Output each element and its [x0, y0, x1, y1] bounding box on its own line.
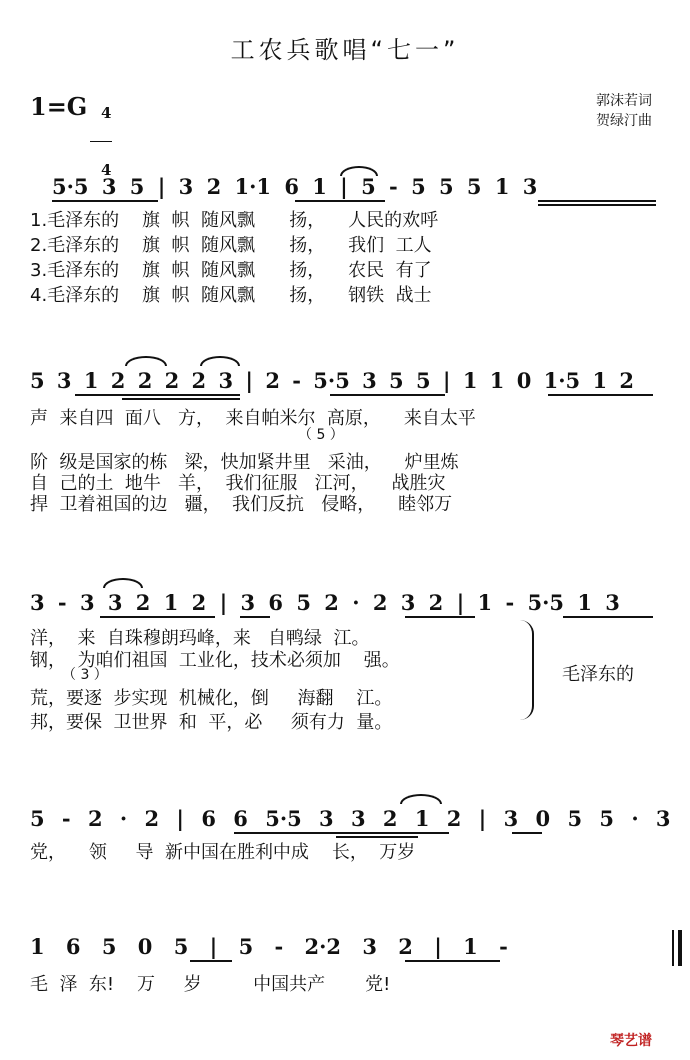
variant-note: （ 3 ） — [62, 667, 108, 683]
lyric-verse: 邦，要保 卫世界 和 平，必 须有力 量。 — [30, 712, 393, 733]
lyric-line: 毛 泽 东! 万 岁 中国共产 党! — [30, 974, 391, 995]
lyric-verse: 1.毛泽东的 旗 帜 随风飘 扬， 人民的欢呼 — [30, 210, 439, 231]
lyric-verse: 荒，要逐 步实现 机械化，倒 海翻 江。 — [30, 688, 393, 709]
lyric-line: 党， 领 导 新中国在胜利中成 长， 万岁 — [30, 842, 416, 863]
refrain-cue: 毛泽东的 — [562, 664, 634, 685]
watermark-logo: 琴艺谱 — [610, 1033, 652, 1049]
lyric-verse: 2.毛泽东的 旗 帜 随风飘 扬， 我们 工人 — [30, 235, 432, 256]
notation-line: 5·5 3 5 | 3 2 1·1 6 1 | 5 - 5 5 5 1 3 — [52, 174, 538, 199]
composer-credit: 贺绿汀曲 — [596, 113, 652, 129]
notation-line: 3 - 3 3 2 1 2 | 3 6 5 2 · 2 3 2 | 1 - 5·5 1 3 — [30, 590, 620, 615]
notation-line: 1 6 5 0 5 | 5 - 2·2 3 2 | 1 - — [30, 934, 508, 959]
lyric-verse: 阶 级是国家的栋 梁，快加紧井里 采油， 炉里炼 — [30, 452, 459, 473]
lyric-verse: 洋， 来 自珠穆朗玛峰，来 自鸭绿 江。 — [30, 628, 370, 649]
time-signature — [90, 86, 112, 179]
lyricist-credit: 郭沫若词 — [596, 93, 652, 109]
song-title: 工农兵歌唱“七一” — [230, 36, 460, 64]
notation-line: 5 3 1 2 2 2 2 3 | 2 - 5·5 3 5 5 | 1 1 0 1·5 1 2 — [30, 368, 634, 393]
lyric-verse: 声 来自四 面八 方， 来自帕米尔 高原， 来自太平 — [30, 408, 476, 429]
notation-line: 5 - 2 · 2 | 6 6 5·5 3 3 2 1 2 | 3 0 5 5 · 3 — [30, 806, 671, 831]
lyric-verse: 自 己的土 地牛 羊， 我们征服 江河， 战胜灾 — [30, 473, 446, 494]
time-signature-top: 4 — [101, 104, 112, 122]
lyric-verse: 捍 卫着祖国的边 疆， 我们反抗 侵略， 睦邻万 — [30, 494, 453, 515]
lyric-verse: 钢， 为咱们祖国 工业化，技术必须加 强。 — [30, 650, 400, 671]
time-signature-bottom: 4 — [101, 161, 112, 179]
brace — [520, 620, 534, 720]
lyric-verse: 3.毛泽东的 旗 帜 随风飘 扬， 农民 有了 — [30, 260, 432, 281]
variant-note: （ 5 ） — [298, 427, 344, 443]
key-signature: 1=G — [30, 92, 88, 121]
lyric-verse: 4.毛泽东的 旗 帜 随风飘 扬， 钢铁 战士 — [30, 285, 432, 306]
